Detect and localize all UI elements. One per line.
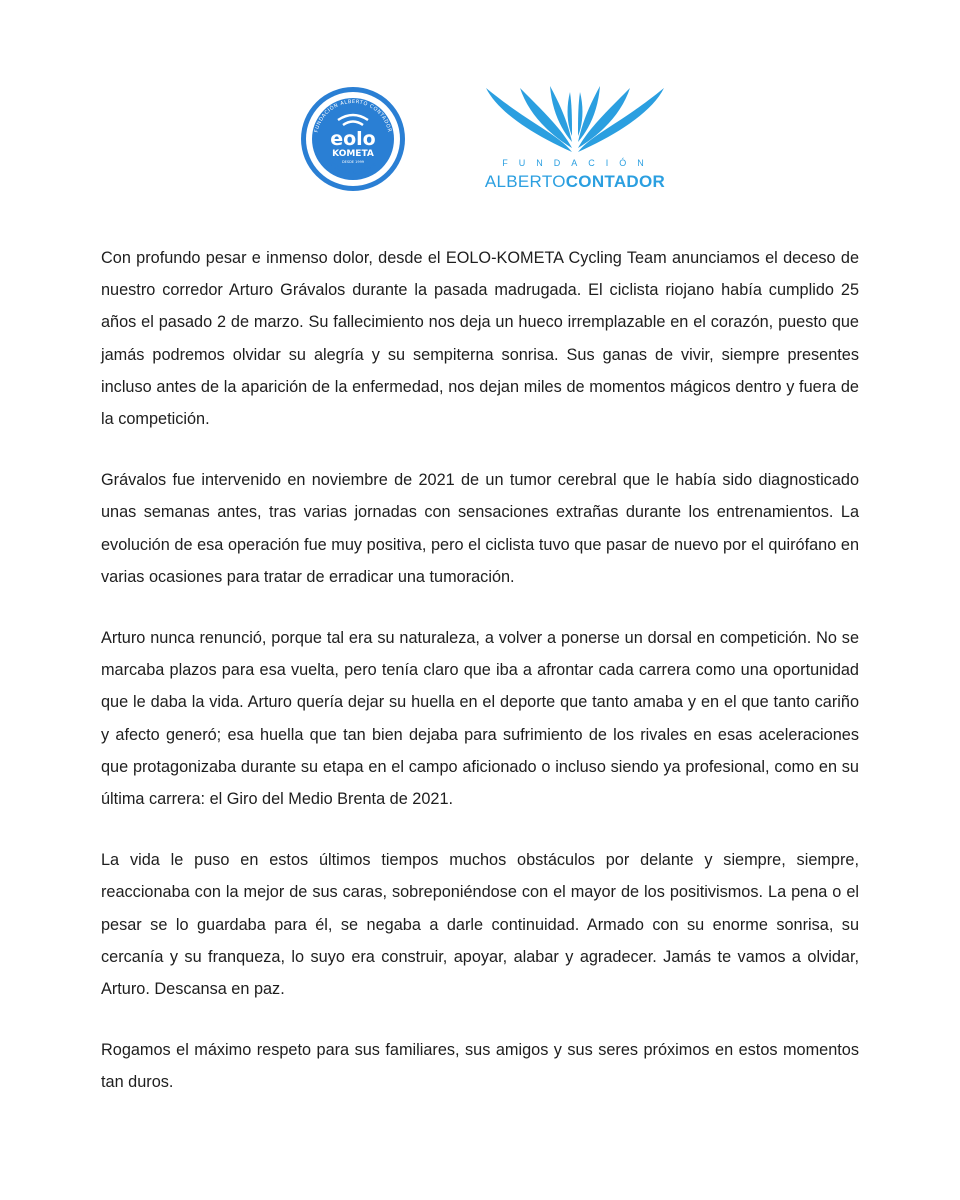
fundacion-label: FUNDACIÓN [502,158,655,168]
eolo-kometa-logo [300,86,406,192]
eolo-arc-bottom: CYCLING TEAM [328,161,378,176]
statement-body [101,242,859,1128]
eolo-arc-top: FUNDACIÓN ALBERTO CONTADOR [313,98,393,134]
fundacion-name [480,172,670,192]
kometa-word: KOMETA [332,149,374,159]
eolo-word: eolo [330,128,376,150]
paragraph: Rogamos el máximo respeto para sus familiares, sus amigos y sus seres próximos en estos momentos tan duros. [101,1041,859,1092]
paragraph: Grávalos fue intervenido en noviembre de 2021 de un tumor cerebral que le había sido diagnosticado unas semanas antes, tras varias jornadas con sensaciones extrañas durante los entrenamientos. La evolución de esa operación fue muy positiva, pero el ciclista tuvo que pasar de nuevo por el quirófano en varias ocasiones para tratar de erradicar una tumoración. [101,471,859,586]
fundacion-name-bold: CONTADOR [565,172,666,191]
fundacion-name-regular: ALBERTO [484,172,566,191]
fundacion-alberto-contador-logo [480,78,670,198]
wings-icon [480,78,670,156]
eolo-since: DESDE 1999 [341,160,365,164]
paragraph: La vida le puso en estos últimos tiempos muchos obstáculos por delante y siempre, siempre, reaccionaba con la mejor de sus caras, sobreponiéndose con el mayor de los positivismos. La pena o el pesar se lo guardaba para él, se negaba a darle continuidad. Armado con su enorme sonrisa, su cercanía y su franqueza, lo suyo era construir, apoyar, alabar y agradecer. Jamás te vamos a olvidar, Arturo. Descansa en paz. [101,851,859,999]
paragraph: Con profundo pesar e inmenso dolor, desde el EOLO-KOMETA Cycling Team anunciamos el deceso de nuestro corredor Arturo Grávalos durante la pasada madrugada. El ciclista riojano había cumplido 25 años el pasado 2 de marzo. Su fallecimiento nos deja un hueco irremplazable en el corazón, puesto que jamás podremos olvidar su alegría y su sempiterna sonrisa. Sus ganas de vivir, siempre presentes incluso antes de la aparición de la enfermedad, nos dejan miles de momentos mágicos dentro y fuera de la competición. [101,249,859,429]
paragraph: Arturo nunca renunció, porque tal era su naturaleza, a volver a ponerse un dorsal en competición. No se marcaba plazos para esa vuelta, pero tenía claro que iba a afrontar cada carrera como una oportunidad que le daba la vida. Arturo quería dejar su huella en el deporte que tanto amaba y en el que tanto cariño y afecto generó; esa huella que tan bien dejaba para sufrimiento de los rivales en esas aceleraciones que protagonizaba durante su etapa en el campo aficionado o incluso siendo ya profesional, como en su última carrera: el Giro del Medio Brenta de 2021. [101,629,859,809]
logo-row [0,78,960,198]
